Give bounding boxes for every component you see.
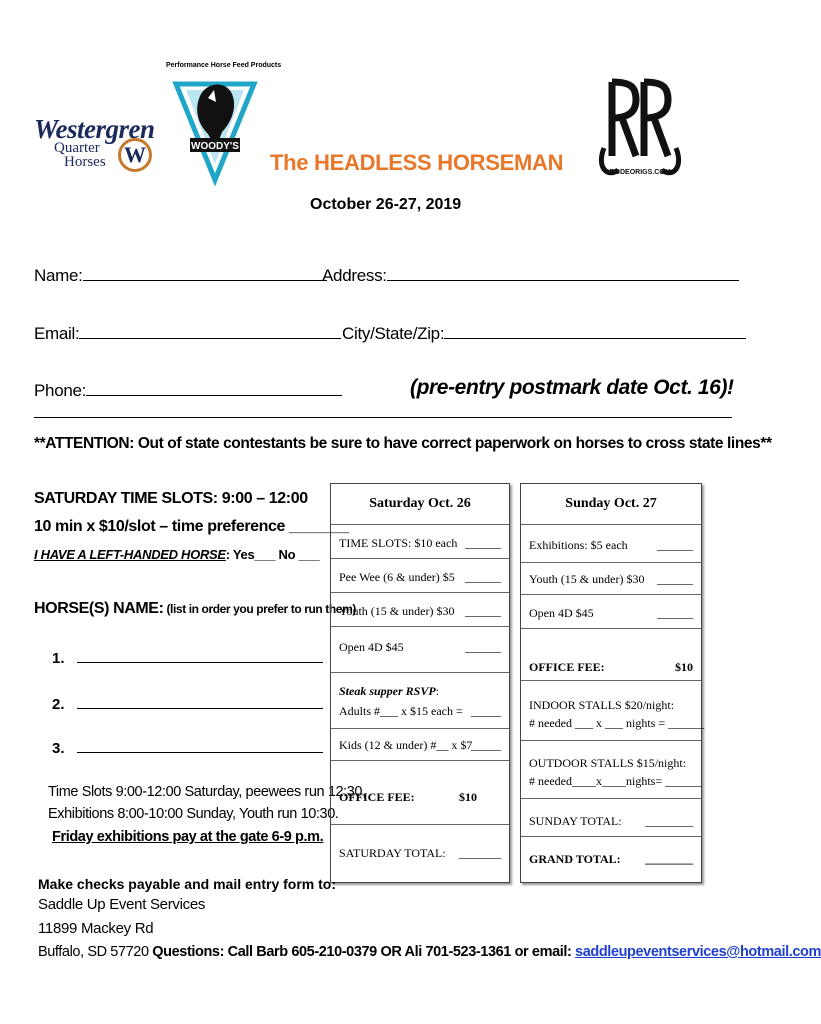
horse-name-label: HORSE(S) NAME: [34, 600, 164, 617]
mail-name: Saddle Up Event Services [38, 896, 206, 913]
saturday-row: Pee Wee (6 & under) $5 ______ [339, 570, 501, 584]
divider [34, 417, 732, 418]
rodeorigs-text: RODEORIGS.COM [609, 169, 671, 176]
sunday-office-fee: OFFICE FEE: $10 [529, 660, 693, 674]
saturday-row: Youth (15 & under) $30 ______ [339, 604, 501, 618]
phone-field[interactable] [34, 381, 342, 401]
city-line[interactable] [444, 324, 746, 339]
westergren-name: Westergren [34, 114, 155, 144]
westergren-sub2: Horses [64, 154, 106, 170]
steak-supper: Steak supper RSVP: [339, 684, 440, 698]
horse-entry-line[interactable] [77, 738, 323, 753]
mail-heading: Make checks payable and mail entry form to: [38, 876, 336, 892]
sunday-box [520, 483, 705, 883]
name-label: Name: [34, 266, 83, 285]
left-handed-label: I HAVE A LEFT-HANDED HORSE [34, 547, 226, 562]
horse-entry-number: 3. [52, 740, 65, 757]
horse-entry-3[interactable] [52, 738, 323, 757]
outdoor-stalls-count: # needed____x____nights= ______ [529, 774, 702, 788]
sunday-row: Open 4D $45 ______ [529, 606, 693, 620]
outdoor-stalls: OUTDOOR STALLS $15/night: [529, 756, 687, 770]
performance-feed-text: Performance Horse Feed Products [166, 62, 282, 69]
name-line[interactable] [83, 266, 327, 281]
event-date: October 26-27, 2019 [310, 196, 462, 213]
saturday-box [330, 483, 510, 883]
phone-line[interactable] [86, 381, 342, 396]
address-line[interactable] [387, 266, 739, 281]
sunday-header: Sunday Oct. 27 [565, 496, 657, 511]
left-handed-horse [34, 547, 319, 562]
saturday-total: SATURDAY TOTAL: _______ [339, 846, 501, 860]
preentry-note: (pre-entry postmark date Oct. 16)! [410, 376, 734, 399]
horse-entry-1[interactable] [52, 648, 323, 667]
exhibition-note: Exhibitions 8:00-10:00 Sunday, Youth run 10:30. [48, 806, 339, 822]
saturday-time-slots: SATURDAY TIME SLOTS: 9:00 – 12:00 [34, 490, 308, 507]
event-title: The HEADLESS HORSEMAN [270, 150, 564, 175]
horse-name-heading [34, 600, 356, 618]
horse-name-note: (list in order you prefer to run them) [163, 602, 356, 616]
sunday-total: SUNDAY TOTAL: ________ [529, 814, 693, 828]
time-slot-note: Time Slots 9:00-12:00 Saturday, peewees run 12:30, [48, 784, 366, 800]
woodys-text: WOODY'S [191, 141, 239, 152]
westergren-sub1: Quarter [54, 140, 100, 156]
westergren-horseshoe: W [118, 138, 152, 172]
left-handed-options: : Yes___ No ___ [225, 547, 320, 562]
attention-note: **ATTENTION: Out of state contestants be sure to have correct paperwork on horses to cross state lines** [34, 435, 772, 452]
name-field[interactable] [34, 266, 327, 286]
questions-text: Questions: Call Barb 605-210-0379 OR Ali 701-523-1361 or email: [152, 944, 576, 960]
adults-row: Adults #___ x $15 each = _____ [339, 704, 501, 718]
saturday-header: Saturday Oct. 26 [369, 496, 471, 511]
westergren-logo [34, 110, 156, 180]
saturday-row: TIME SLOTS: $10 each ______ [339, 536, 501, 550]
phone-label: Phone: [34, 381, 87, 400]
city-label: City/State/Zip: [342, 324, 445, 343]
friday-exhibition-note: Friday exhibitions pay at the gate 6-9 p.m. [52, 829, 324, 845]
sunday-row: Exhibitions: $5 each ______ [529, 538, 693, 552]
saturday-office-fee: OFFICE FEE: $10 [339, 790, 477, 804]
time-preference: 10 min x $10/slot – time preference _______ [34, 518, 349, 535]
mail-city: Buffalo, SD 57720 [38, 944, 149, 960]
sunday-row: Youth (15 & under) $30 ______ [529, 572, 693, 586]
horse-entry-2[interactable] [52, 694, 323, 713]
mail-contact [38, 944, 821, 960]
address-label: Address: [322, 266, 387, 285]
grand-total: GRAND TOTAL: ________ [529, 852, 693, 866]
city-field[interactable] [342, 324, 746, 344]
horse-entry-line[interactable] [77, 694, 323, 709]
address-field[interactable] [322, 266, 739, 286]
rodeorigs-logo [592, 78, 688, 188]
horse-entry-number: 2. [52, 696, 65, 713]
indoor-stalls-count: # needed ___ x ___ nights = ______ [529, 716, 705, 730]
mail-street: 11899 Mackey Rd [38, 920, 154, 937]
indoor-stalls: INDOOR STALLS $20/night: [529, 698, 675, 712]
horse-entry-line[interactable] [77, 648, 323, 663]
kids-row: Kids (12 & under) #__ x $7 _____ [339, 738, 501, 752]
email-link[interactable]: saddleupeventservices@hotmail.com [575, 944, 821, 960]
woodys-logo [172, 74, 258, 186]
email-line[interactable] [79, 324, 341, 339]
email-field[interactable] [34, 324, 341, 344]
horse-entry-number: 1. [52, 650, 65, 667]
email-label: Email: [34, 324, 80, 343]
saturday-row: Open 4D $45 ______ [339, 640, 501, 654]
